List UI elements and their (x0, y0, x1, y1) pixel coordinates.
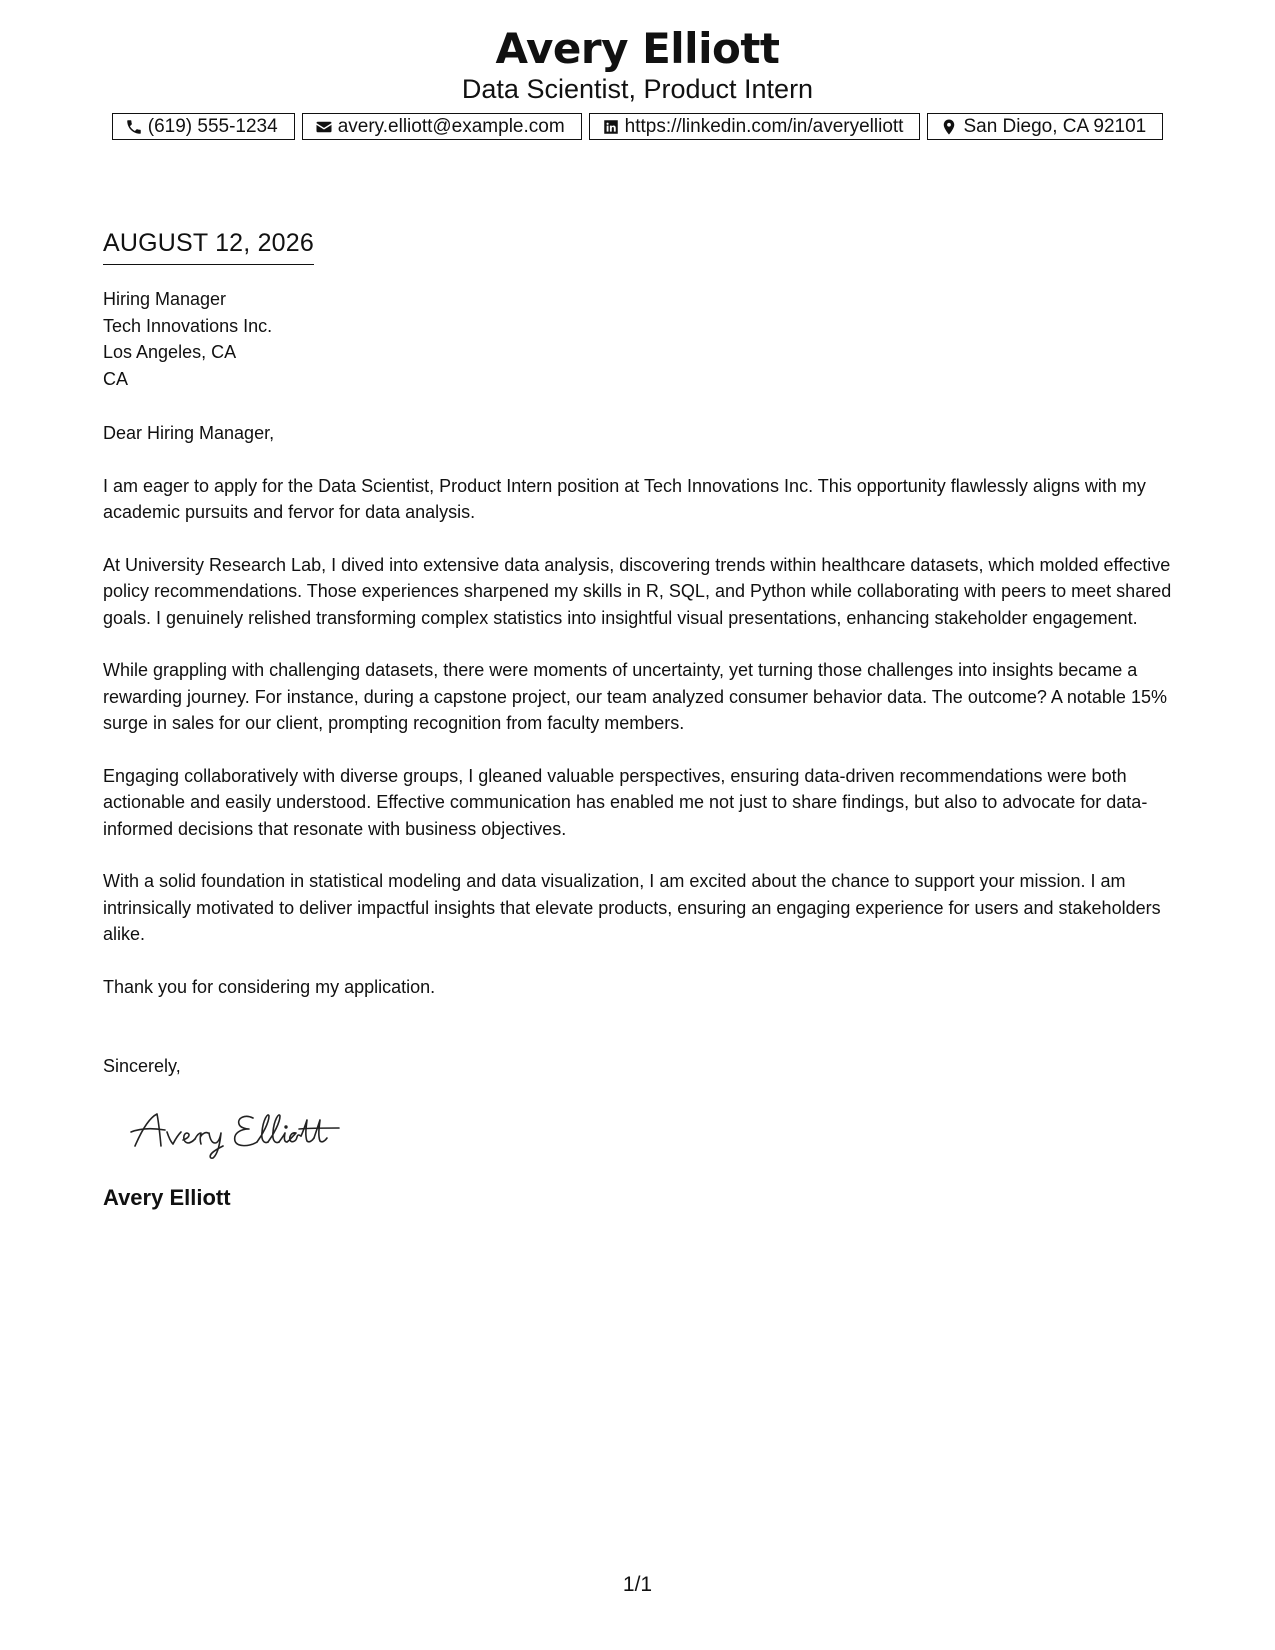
letter-date: AUGUST 12, 2026 (103, 226, 314, 265)
phone-icon (125, 118, 143, 136)
contact-linkedin-text: https://linkedin.com/in/averyelliott (624, 115, 904, 137)
page-number: 1/1 (622, 1573, 653, 1596)
contact-phone-text: (619) 555-1234 (147, 115, 278, 137)
envelope-icon (315, 118, 333, 136)
applicant-name: Avery Elliott (495, 24, 780, 73)
letter-body (103, 226, 1178, 1213)
map-pin-icon (940, 118, 958, 136)
contact-email-text: avery.elliott@example.com (337, 115, 565, 137)
recipient-block (103, 286, 1178, 392)
body-paragraph: While grappling with challenging datasets, there were moments of uncertainty, yet turning those challenges into insights became a rewarding journey. For instance, during a capstone project, our team analyzed consumer behavior data. The outcome? A notable 15% surge in sales for our client, prompting recognition from faculty members. (103, 660, 1167, 733)
body-paragraph: With a solid foundation in statistical modeling and data visualization, I am excited about the chance to support your mission. I am intrinsically motivated to deliver impactful insights that elevate products, ensuring an engaging experience for users and stakeholders alike. (103, 871, 1161, 944)
body-paragraph: Engaging collaboratively with diverse groups, I gleaned valuable perspectives, ensuring data-driven recommendations were both actionable and easily understood. Effective communication has enabled me not just to share findings, but also to advocate for data-informed decisions that resonate with business objectives. (103, 765, 1148, 839)
recipient-line: Tech Innovations Inc. (103, 315, 273, 336)
signer-name: Avery Elliott (103, 1185, 231, 1210)
body-paragraph: Thank you for considering my application. (103, 976, 436, 997)
letter-header (0, 22, 1275, 140)
applicant-title: Data Scientist, Product Intern (461, 74, 814, 104)
recipient-line: Hiring Manager (103, 289, 227, 309)
body-paragraph: At University Research Lab, I dived into extensive data analysis, discovering trends within healthcare datasets, which molded effective policy recommendations. Those experiences sharpened my skills in R, SQL, and Python while collaborating with peers to meet shared goals. I genuinely relished transforming complex statistics into insightful visual presentations, enhancing stakeholder engagement. (103, 554, 1172, 628)
recipient-line: CA (103, 368, 129, 389)
closing: Sincerely, (103, 1056, 181, 1076)
linkedin-icon (602, 118, 620, 136)
contact-linkedin[interactable] (589, 113, 921, 140)
contact-phone (112, 113, 295, 140)
contact-location-text: San Diego, CA 92101 (963, 115, 1147, 137)
contact-location (927, 113, 1163, 140)
signature (127, 1102, 347, 1162)
recipient-line: Los Angeles, CA (103, 342, 237, 362)
contact-bar (0, 113, 1275, 140)
salutation: Dear Hiring Manager, (103, 423, 275, 443)
contact-email[interactable] (302, 113, 582, 140)
body-paragraph: I am eager to apply for the Data Scientist, Product Intern position at Tech Innovations Inc. This opportunity flawlessly aligns with my academic pursuits and fervor for data analysis. (103, 475, 1146, 522)
